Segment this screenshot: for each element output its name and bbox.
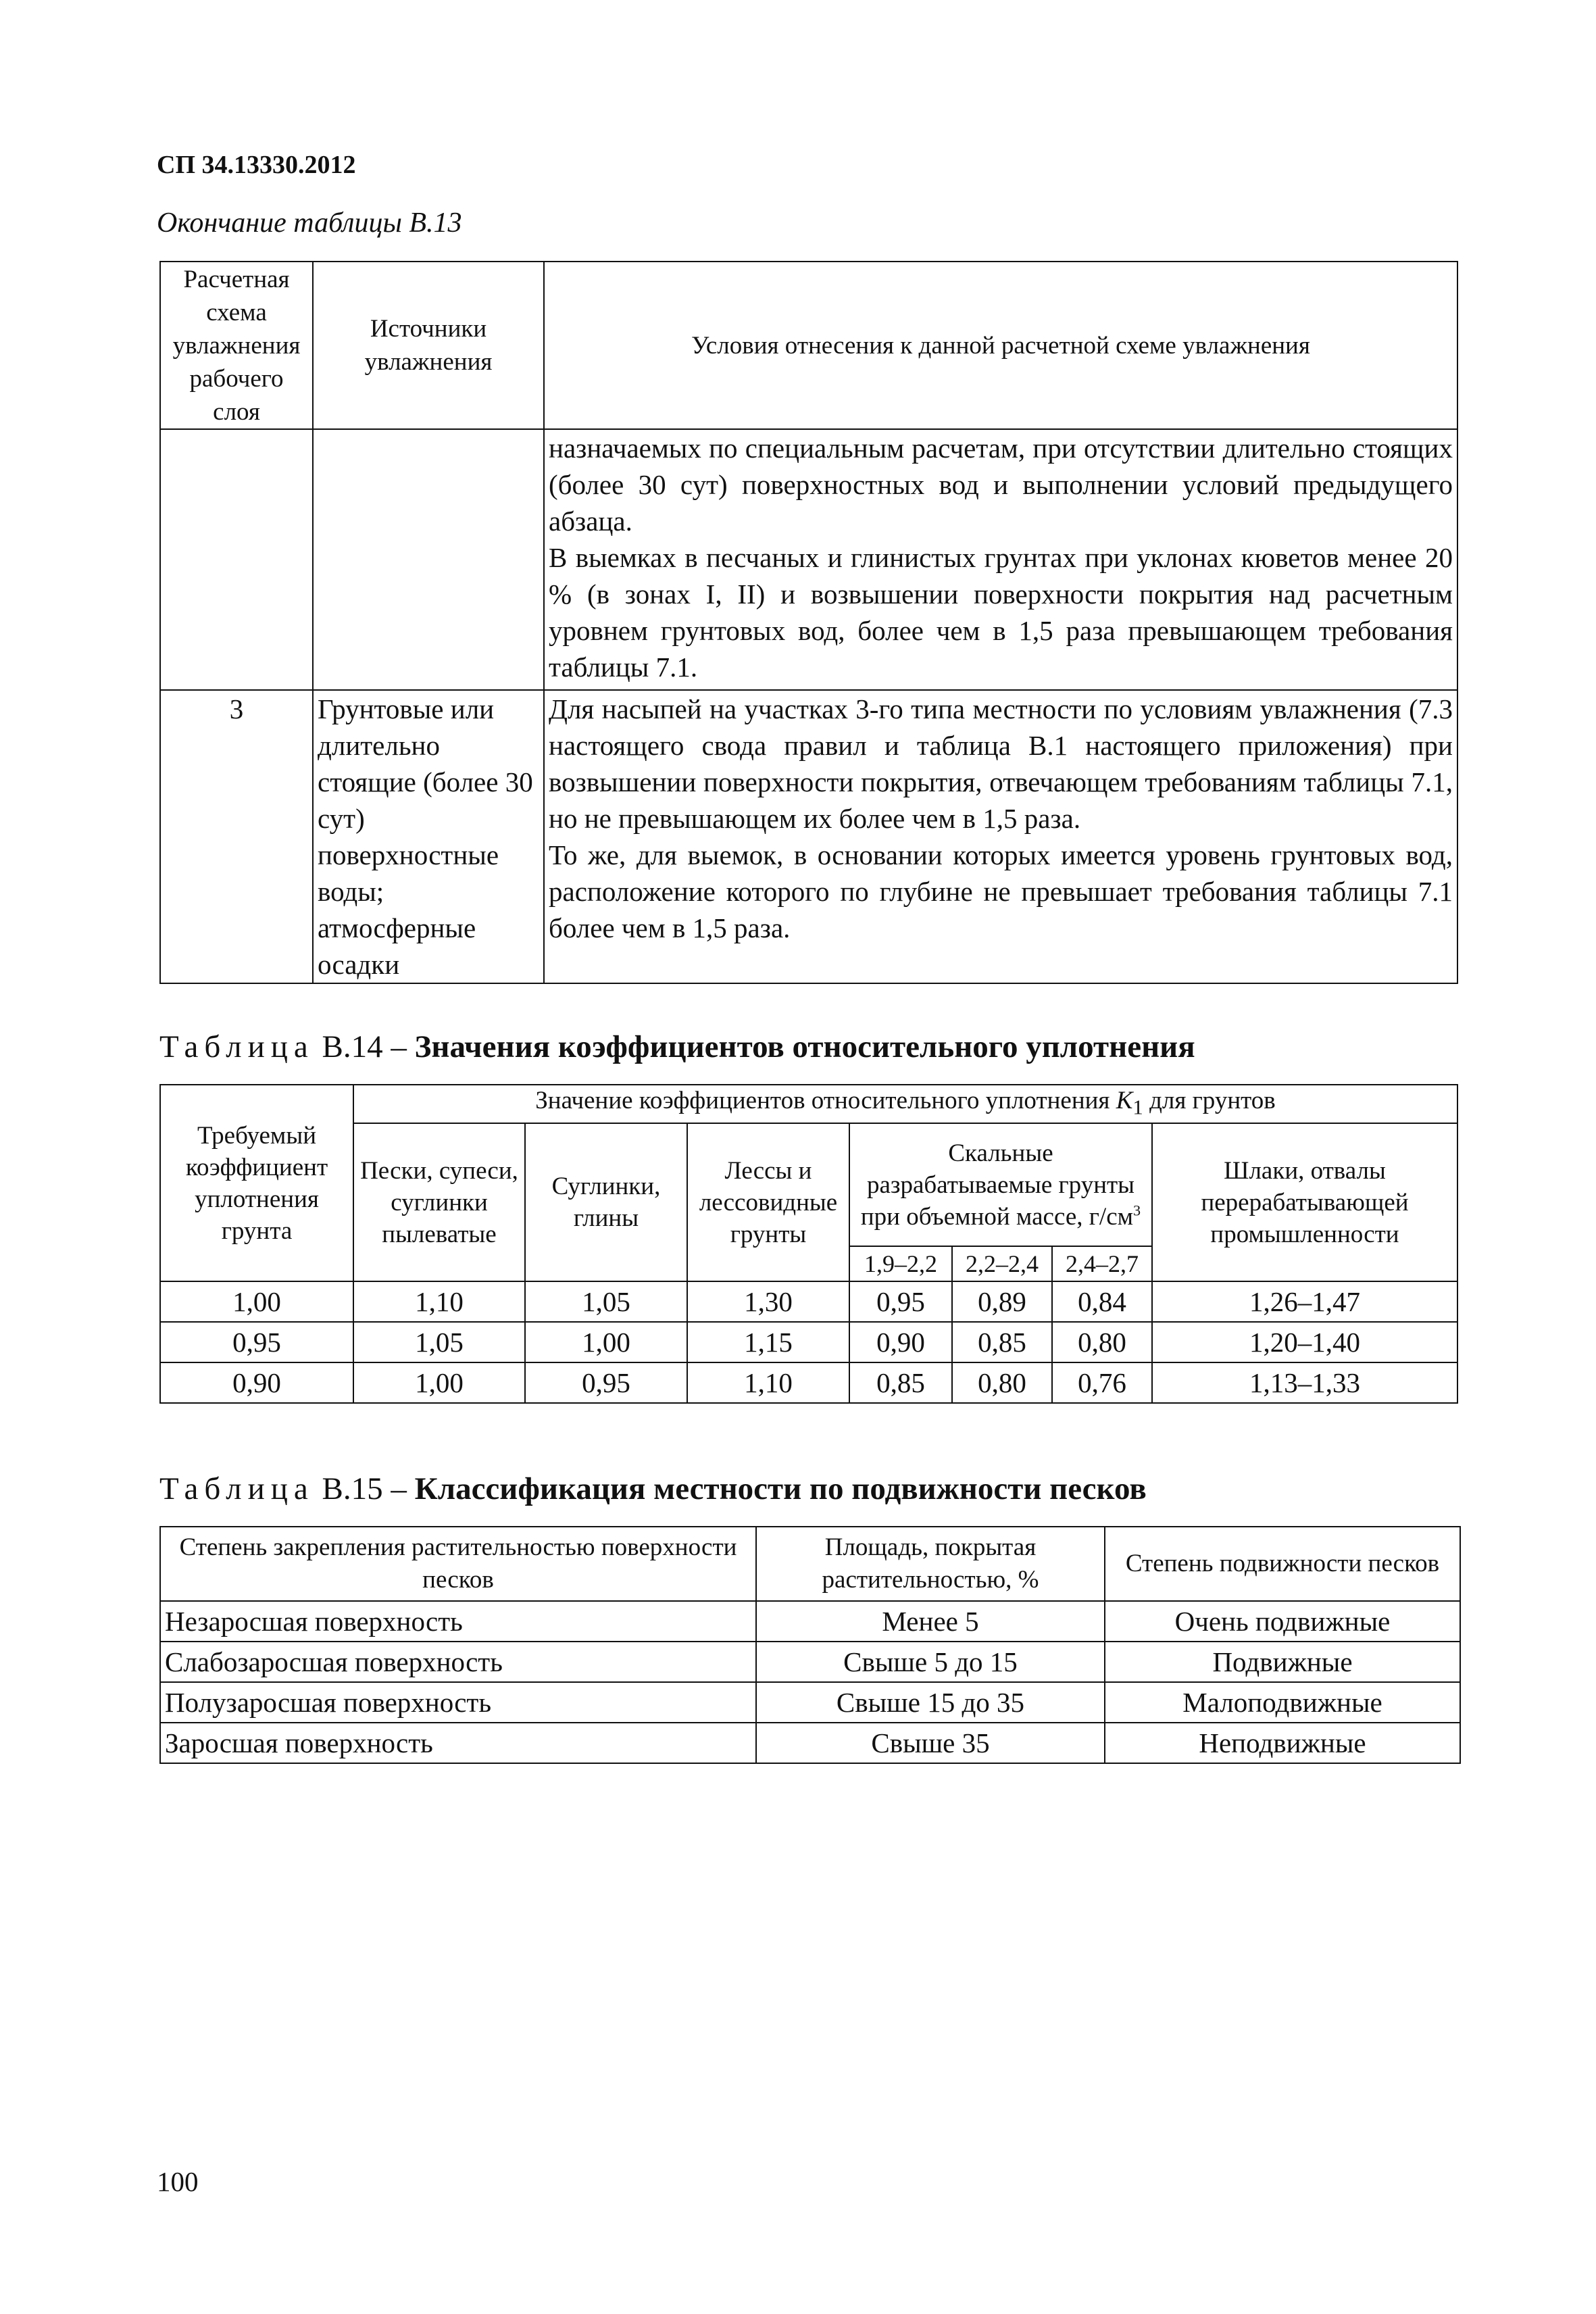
cell-sources [313, 429, 544, 690]
page-number: 100 [157, 2166, 199, 2197]
table-cell: 0,89 [952, 1281, 1052, 1322]
conditions-paragraph: Для насыпей на участках 3-го типа местности по условиям увлажнения (7.3 настоящего свода правил и таблица В.1 настоящего приложения) при возвышении поверхности покрытия, отвечающем требованиям таблицы 7.1, но не превышающем их более чем в 1,5 раза. [549, 693, 1453, 834]
table-cell: 1,20–1,40 [1152, 1322, 1457, 1362]
header-conditions: Условия отнесения к данной расчетной схеме увлажнения [544, 262, 1457, 429]
header-required-coefficient: Требуемый коэффициент уплотнения грунта [160, 1085, 353, 1281]
table-cell: Малоподвижные [1105, 1682, 1460, 1723]
table-row [160, 1362, 1457, 1403]
table-cell: 1,00 [160, 1281, 353, 1322]
table-cell: 0,76 [1052, 1362, 1152, 1403]
header-loess: Лессы и лессовидные грунты [687, 1123, 849, 1281]
header-sources: Источники увлажнения [313, 262, 544, 429]
table-row [160, 1682, 1460, 1723]
table-row [160, 690, 1457, 983]
table-cell: Подвижные [1105, 1642, 1460, 1682]
table-cell: Заросшая поверхность [160, 1723, 756, 1763]
table-cell: Свыше 35 [756, 1723, 1105, 1763]
table-cell: 0,90 [849, 1322, 952, 1362]
table-cell: Свыше 5 до 15 [756, 1642, 1105, 1682]
table-cell: Полузаросшая поверхность [160, 1682, 756, 1723]
document-code: СП 34.13330.2012 [157, 151, 356, 179]
table-cell: 0,95 [849, 1281, 952, 1322]
table-cell: 1,00 [353, 1362, 525, 1403]
table-row [160, 1601, 1460, 1642]
conditions-paragraph: назначаемых по специальным расчетам, при отсутствии длительно стоящих (более 30 сут) поверхностных вод и выполнении условий предыдущего абзаца. [549, 433, 1453, 537]
table-number: В.14 – [322, 1029, 407, 1064]
header-sands: Пески, супеси, суглинки пылеватые [353, 1123, 525, 1281]
table-b14-caption [159, 1029, 1195, 1065]
table-cell: 0,84 [1052, 1281, 1152, 1322]
table-cell: Очень подвижные [1105, 1601, 1460, 1642]
header-vegetation-degree: Степень закрепления растительностью поверхности песков [160, 1527, 756, 1601]
table-cell: 1,26–1,47 [1152, 1281, 1457, 1322]
header-rock-density: 2,4–2,7 [1052, 1246, 1152, 1281]
table-cell: 1,30 [687, 1281, 849, 1322]
table-cell: 0,95 [525, 1362, 687, 1403]
header-rock: Скальные разрабатываемые грунты при объемной массе, $г/см^3$ [849, 1123, 1152, 1246]
cell-scheme: 3 [160, 690, 313, 983]
table-cell: 1,10 [687, 1362, 849, 1403]
cell-conditions [544, 429, 1457, 690]
table-number: В.15 – [322, 1471, 407, 1506]
table-cell: 1,00 [525, 1322, 687, 1362]
table-cell: 0,80 [952, 1362, 1052, 1403]
table-b15-caption [159, 1471, 1147, 1507]
table-row [160, 429, 1457, 690]
table-row [160, 1322, 1457, 1362]
table-cell: Менее 5 [756, 1601, 1105, 1642]
header-loams: Суглинки, глины [525, 1123, 687, 1281]
table-cell: Свыше 15 до 35 [756, 1682, 1105, 1723]
table-label: Таблица [159, 1471, 314, 1506]
table-row [160, 1281, 1457, 1322]
table-cell: Неподвижные [1105, 1723, 1460, 1763]
table-continuation-caption: Окончание таблицы В.13 [157, 207, 462, 239]
header-rock-density: 1,9–2,2 [849, 1246, 952, 1281]
cell-scheme [160, 429, 313, 690]
table-b15 [159, 1526, 1461, 1764]
header-scheme: Расчетная схема увлажнения рабочего слоя [160, 262, 313, 429]
table-label: Таблица [159, 1029, 314, 1064]
table-row [160, 1723, 1460, 1763]
table-cell: 1,05 [353, 1322, 525, 1362]
table-cell: 0,85 [849, 1362, 952, 1403]
table-title: Значения коэффициентов относительного уплотнения [414, 1029, 1195, 1064]
table-header-row [160, 1123, 1457, 1246]
table-header-row [160, 262, 1457, 429]
conditions-paragraph: То же, для выемок, в основании которых имеется уровень грунтовых вод, расположение которого по глубине не превышает требования таблицы 7.1 более чем в 1,5 раза. [549, 839, 1453, 943]
table-cell: Слабозаросшая поверхность [160, 1642, 756, 1682]
table-b13 [159, 261, 1458, 984]
header-rock-density: 2,2–2,4 [952, 1246, 1052, 1281]
table-cell: 1,05 [525, 1281, 687, 1322]
cell-sources: Грунтовые или длительно стоящие (более 30 сут) поверхностные воды; атмосферные осадки [313, 690, 544, 983]
table-cell: 0,95 [160, 1322, 353, 1362]
conditions-paragraph: В выемках в песчаных и глинистых грунтах при уклонах кюветов менее 20 % (в зонах I, II) и возвышении поверхности покрытия над расчетным уровнем грунтовых вод, более чем в 1,5 раза превышающем требования таблицы 7.1. [549, 542, 1453, 683]
table-header-row [160, 1085, 1457, 1123]
header-slag: Шлаки, отвалы перерабатывающей промышленности [1152, 1123, 1457, 1281]
table-title: Классификация местности по подвижности песков [414, 1471, 1147, 1506]
table-row [160, 1642, 1460, 1682]
table-cell: 0,80 [1052, 1322, 1152, 1362]
table-cell: 0,85 [952, 1322, 1052, 1362]
header-sand-mobility: Степень подвижности песков [1105, 1527, 1460, 1601]
table-cell: 0,90 [160, 1362, 353, 1403]
table-cell: 1,13–1,33 [1152, 1362, 1457, 1403]
cell-conditions [544, 690, 1457, 983]
table-header-row [160, 1527, 1460, 1601]
header-group: Значение коэффициентов относительного уплотнения $K_1$ для грунтов [353, 1085, 1457, 1123]
header-vegetation-area: Площадь, покрытая растительностью, % [756, 1527, 1105, 1601]
table-cell: 1,15 [687, 1322, 849, 1362]
table-cell: 1,10 [353, 1281, 525, 1322]
table-b14 [159, 1084, 1458, 1404]
table-cell: Незаросшая поверхность [160, 1601, 756, 1642]
